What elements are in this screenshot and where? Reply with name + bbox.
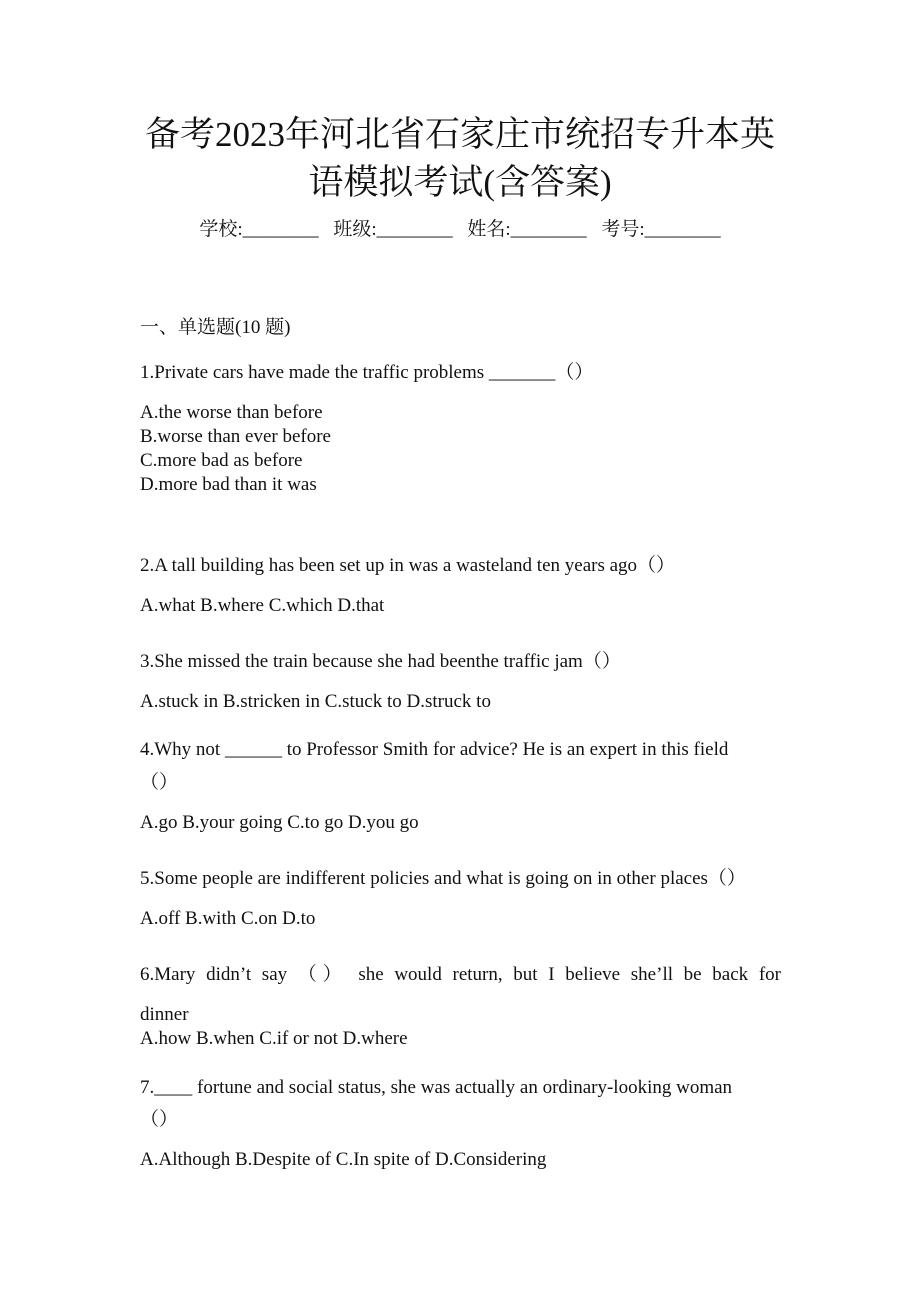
question-4-options: A.go B.your going C.to go D.you go [140, 812, 419, 833]
question-4-stem: 4.Why not ______ to Professor Smith for advice? He is an expert in this field [140, 739, 729, 760]
question-6-stem: 6.Mary didn’t say （） she would return, but I believe she’ll be back for [140, 964, 781, 985]
question-1-option-c: C.more bad as before [140, 450, 303, 471]
question-1-option-d: D.more bad than it was [140, 474, 317, 495]
question-3-options: A.stuck in B.stricken in C.stuck to D.struck to [140, 691, 491, 712]
question-1-stem: 1.Private cars have made the traffic problems _______（） [140, 362, 594, 383]
question-7-stem: 7.____ fortune and social status, she was actually an ordinary-looking woman [140, 1077, 733, 1098]
question-6-stem-continued: dinner [140, 1004, 189, 1025]
question-3-stem: 3.She missed the train because she had beenthe traffic jam（） [140, 651, 621, 672]
question-1-option-a: A.the worse than before [140, 402, 323, 423]
question-5-stem: 5.Some people are indifferent policies and what is going on in other places（） [140, 868, 746, 889]
question-7-answer-blank: （） [140, 1109, 179, 1130]
question-7-options: A.Although B.Despite of C.In spite of D.Considering [140, 1149, 547, 1170]
question-4-answer-blank: （） [140, 772, 179, 793]
class-field: 班级:________ [333, 219, 453, 240]
question-2-stem: 2.A tall building has been set up in was a wasteland ten years ago（） [140, 555, 676, 576]
school-field: 学校:________ [199, 219, 319, 240]
question-1-option-b: B.worse than ever before [140, 426, 331, 447]
question-6-options: A.how B.when C.if or not D.where [140, 1028, 408, 1049]
question-2-options: A.what B.where C.which D.that [140, 595, 385, 616]
student-info-fields [0, 217, 920, 243]
question-5-options: A.off B.with C.on D.to [140, 908, 316, 929]
section-heading: 一、单选题(10 题) [140, 317, 291, 338]
document-title-line-1: 备考2023年河北省石家庄市统招专升本英 [144, 115, 775, 154]
exam-number-field: 考号:________ [601, 219, 721, 240]
name-field: 姓名:________ [467, 219, 587, 240]
document-title-line-2: 语模拟考试(含答案) [308, 163, 612, 202]
